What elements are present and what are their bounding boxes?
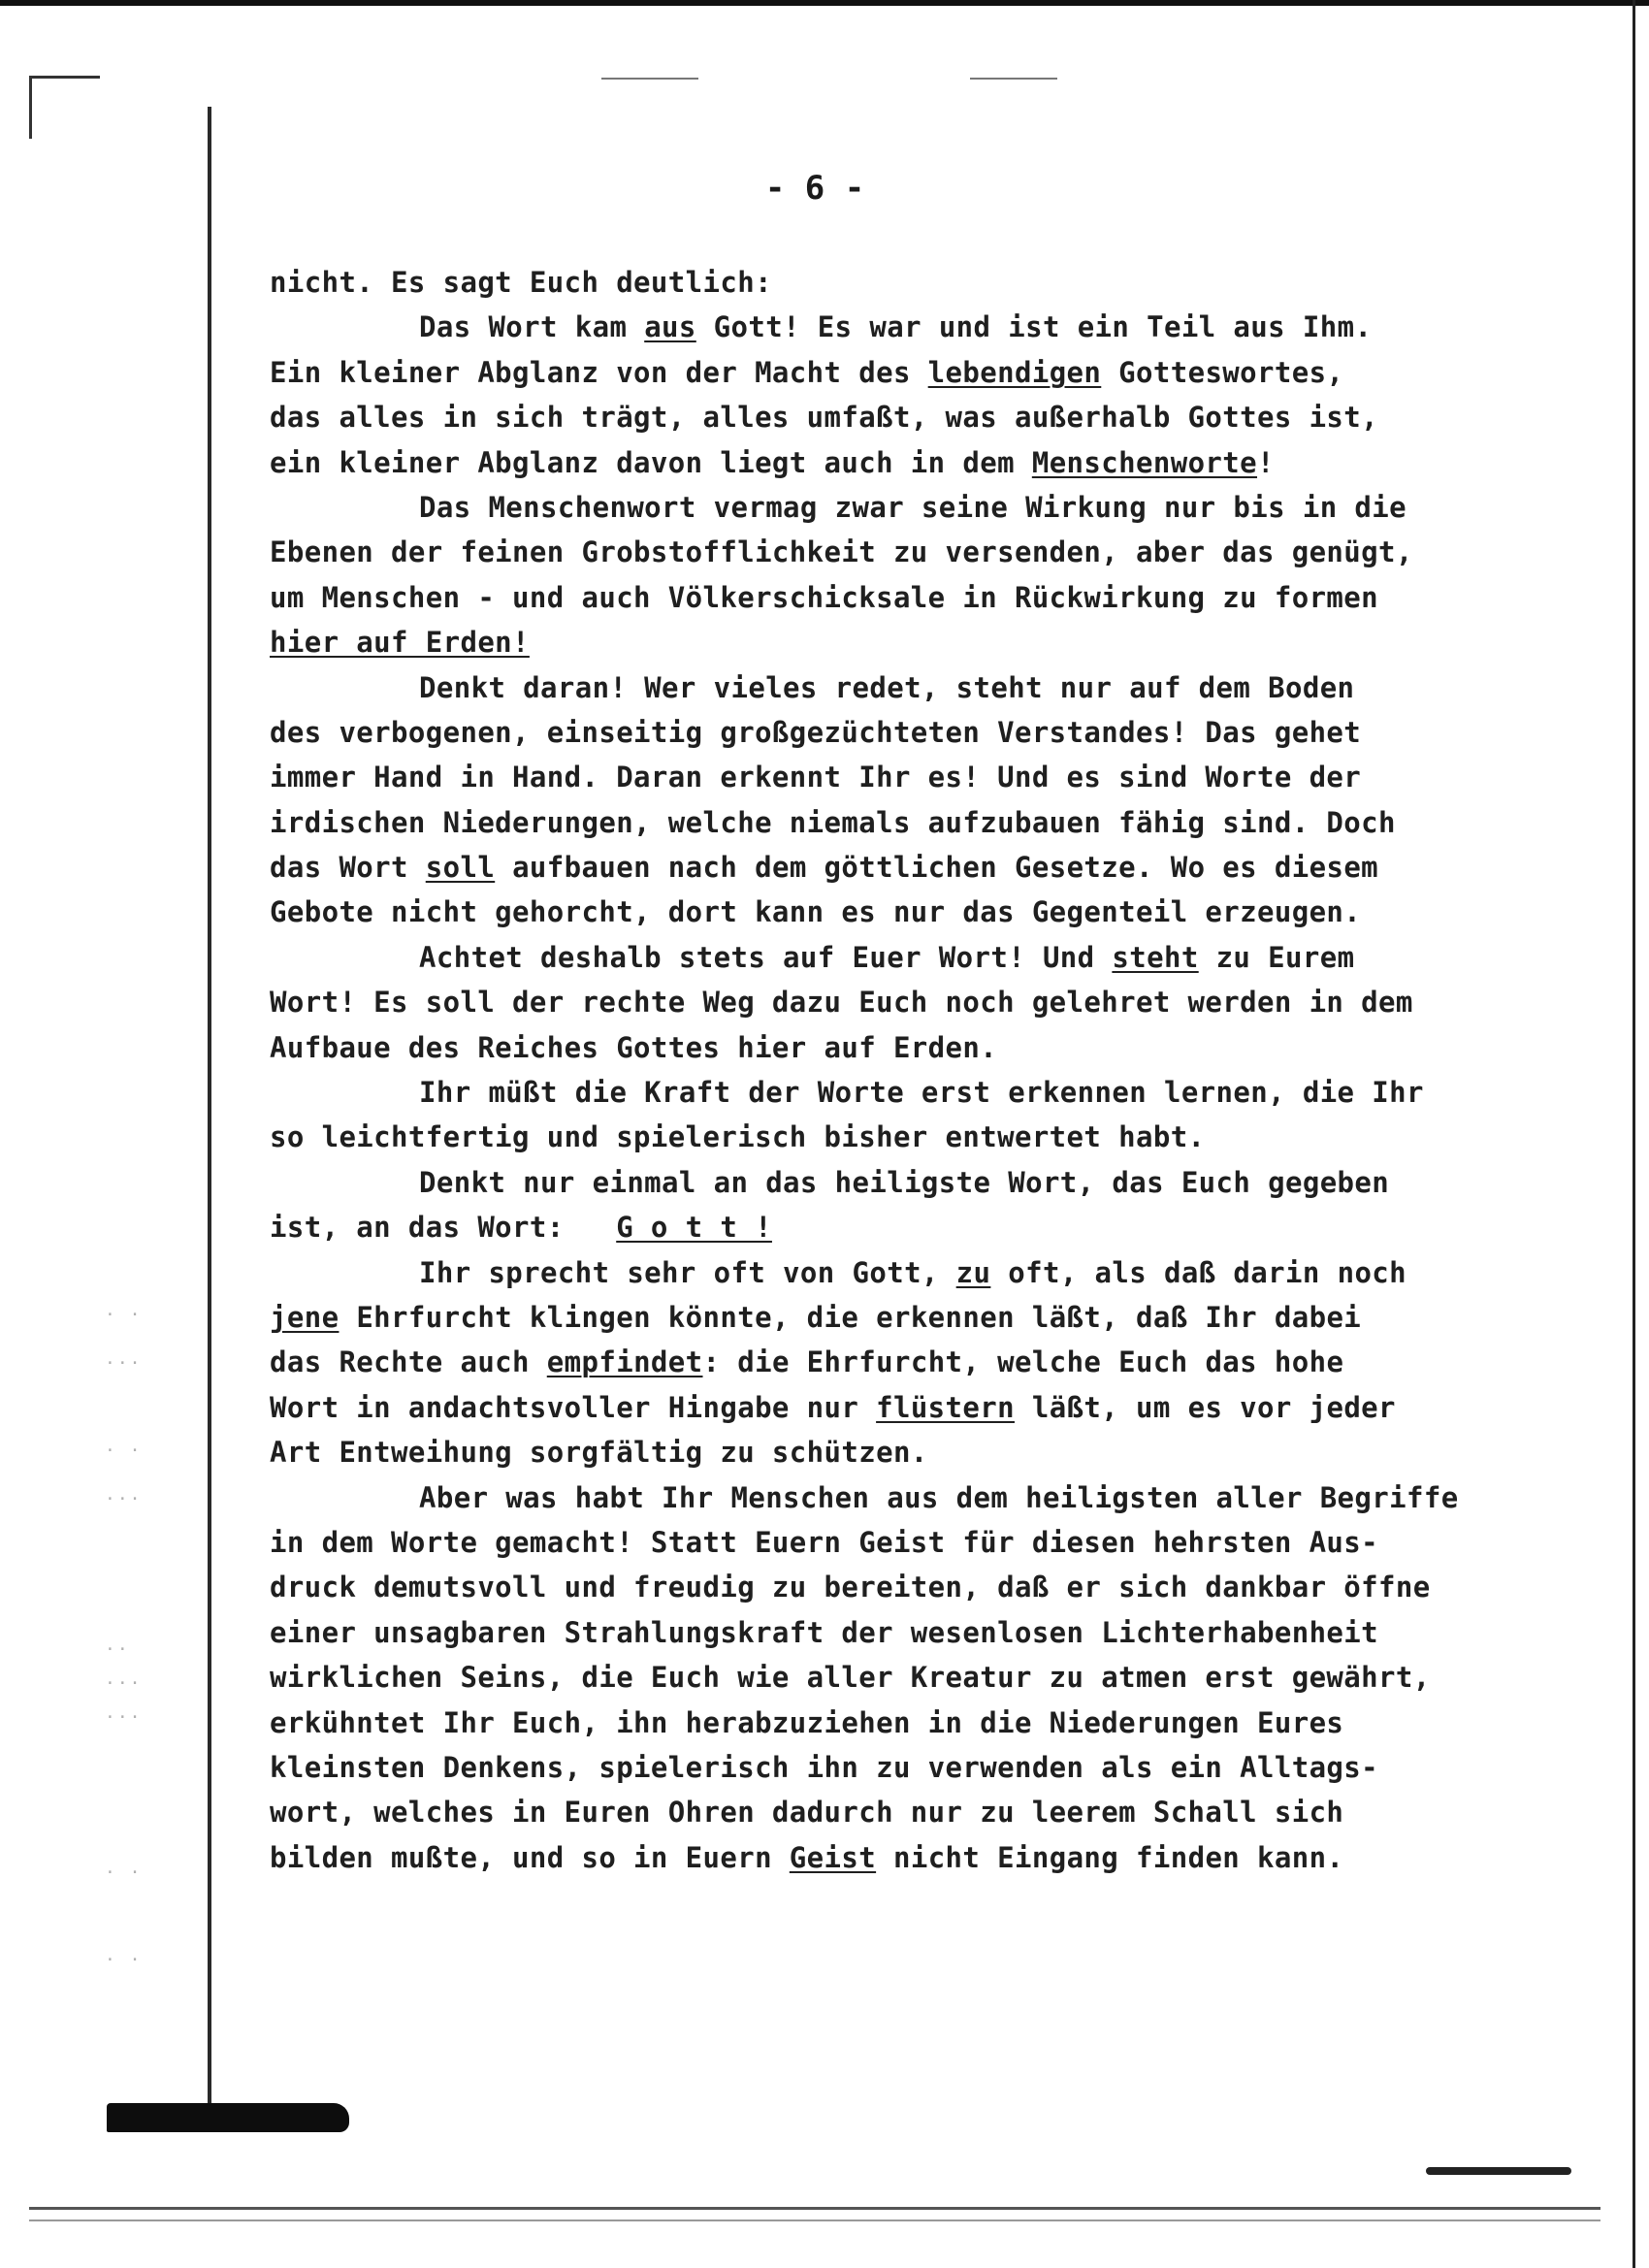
line-text: Gebote nicht gehorcht, dort kann es nur das Gegenteil erzeugen. xyxy=(270,895,1362,929)
text-line xyxy=(270,1430,1550,1474)
line-text: in dem Worte gemacht! Statt Euern Geist für diesen hehrsten Aus- xyxy=(270,1525,1379,1559)
line-text: um Menschen - und auch Völkerschicksale in Rückwirkung zu formen xyxy=(270,580,1379,614)
underlined-text: zu xyxy=(955,1255,991,1289)
line-text: Denkt daran! Wer vieles redet, steht nur auf dem Boden xyxy=(419,670,1355,704)
text-line xyxy=(270,755,1550,799)
text-line xyxy=(270,1475,1550,1520)
line-text: Ihr müßt die Kraft der Worte erst erkennen lernen, die Ihr xyxy=(419,1076,1424,1110)
binding-foot xyxy=(107,2103,349,2132)
line-text: des verbogenen, einseitig großgezüchteten Verstandes! Das gehet xyxy=(270,715,1362,749)
line-text: Gott! Es war und ist ein Teil aus Ihm. xyxy=(695,310,1373,344)
corner-mark xyxy=(29,76,100,139)
line-text: das Rechte auch xyxy=(270,1345,547,1379)
text-line xyxy=(270,620,1550,664)
line-text: immer Hand in Hand. Daran erkennt Ihr es! Und es sind Worte der xyxy=(270,761,1362,794)
top-dash xyxy=(970,78,1057,80)
line-text: Achtet deshalb stets auf Euer Wort! Und xyxy=(419,940,1113,974)
underlined-text: aus xyxy=(644,310,696,344)
line-text: Ehrfurcht klingen könnte, die erkennen läßt, daß Ihr dabei xyxy=(339,1300,1362,1334)
line-text: druck demutsvoll und freudig zu bereiten, daß er sich dankbar öffne xyxy=(270,1571,1431,1604)
underlined-text: G o t t ! xyxy=(616,1211,772,1245)
line-text: Ein kleiner Abglanz von der Macht des xyxy=(270,355,928,389)
line-text: Art Entweihung sorgfältig zu schützen. xyxy=(270,1436,928,1470)
text-line xyxy=(270,1520,1550,1565)
page-body xyxy=(270,260,1550,1880)
scan-edge-right xyxy=(1633,0,1635,2268)
text-line xyxy=(270,1790,1550,1834)
underlined-text: Geist xyxy=(789,1840,877,1874)
text-line xyxy=(270,1340,1550,1384)
text-line xyxy=(270,710,1550,755)
line-text: ! xyxy=(1257,445,1275,479)
text-line xyxy=(270,350,1550,395)
line-text: Aufbaue des Reiches Gottes hier auf Erden. xyxy=(270,1030,998,1064)
text-line xyxy=(270,440,1550,485)
underlined-text: flüstern xyxy=(876,1390,1015,1424)
underlined-text: hier auf Erden! xyxy=(270,626,530,660)
underlined-text: soll xyxy=(425,851,496,885)
text-line xyxy=(270,1701,1550,1745)
line-text: Aber was habt Ihr Menschen aus dem heiligsten aller Begriffe xyxy=(419,1480,1459,1514)
line-text: ist, an das Wort: xyxy=(270,1211,617,1245)
binding-line xyxy=(208,107,211,2105)
line-text: das alles in sich trägt, alles umfaßt, was außerhalb Gottes ist, xyxy=(270,401,1379,435)
text-line xyxy=(270,1835,1550,1880)
line-text: Wort! Es soll der rechte Weg dazu Euch noch gelehret werden in dem xyxy=(270,986,1413,1020)
margin-smudge: · · xyxy=(105,1441,143,1461)
line-text: läßt, um es vor jeder xyxy=(1014,1390,1396,1424)
text-line xyxy=(270,575,1550,620)
margin-smudge: · · xyxy=(105,1950,143,1970)
line-text: aufbauen nach dem göttlichen Gesetze. Wo es diesem xyxy=(495,851,1379,885)
text-line xyxy=(270,1115,1550,1159)
text-line xyxy=(270,1025,1550,1070)
margin-smudge: ··· xyxy=(105,1707,143,1728)
margin-smudge: · · xyxy=(105,1305,143,1325)
text-line xyxy=(270,845,1550,890)
line-text: Denkt nur einmal an das heiligste Wort, das Euch gegeben xyxy=(419,1165,1390,1199)
line-text: das Wort xyxy=(270,851,426,885)
bottom-rule xyxy=(29,2207,1600,2210)
margin-smudge: · · xyxy=(105,1863,143,1883)
line-text: erkühntet Ihr Euch, ihn herabzuziehen in die Niederungen Eures xyxy=(270,1705,1344,1739)
text-line xyxy=(270,1565,1550,1609)
text-line xyxy=(270,1745,1550,1790)
underlined-text: jene xyxy=(270,1300,340,1334)
line-text: Ebenen der feinen Grobstofflichkeit zu versenden, aber das genügt, xyxy=(270,535,1413,569)
underlined-text: Menschenworte xyxy=(1031,445,1258,479)
line-text: kleinsten Denkens, spielerisch ihn zu verwenden als ein Alltags- xyxy=(270,1750,1379,1784)
margin-smudge: ··· xyxy=(105,1489,143,1509)
top-dash xyxy=(601,78,698,80)
text-line xyxy=(270,1610,1550,1655)
text-line xyxy=(270,485,1550,530)
line-text: wirklichen Seins, die Euch wie aller Kreatur zu atmen erst gewährt, xyxy=(270,1661,1431,1695)
right-foot-mark xyxy=(1426,2167,1571,2175)
margin-smudge: ··· xyxy=(105,1673,143,1694)
text-line xyxy=(270,1205,1550,1249)
line-text: Das Wort kam xyxy=(419,310,645,344)
line-text: ein kleiner Abglanz davon liegt auch in dem xyxy=(270,445,1032,479)
underlined-text: empfindet xyxy=(546,1345,703,1379)
line-text: nicht Eingang finden kann. xyxy=(876,1840,1344,1874)
line-text: oft, als daß darin noch xyxy=(990,1255,1407,1289)
text-line xyxy=(270,935,1550,980)
text-line xyxy=(270,980,1550,1024)
line-text: irdischen Niederungen, welche niemals aufzubauen fähig sind. Doch xyxy=(270,805,1396,839)
line-text: so leichtfertig und spielerisch bisher entwertet habt. xyxy=(270,1120,1206,1154)
line-text: : die Ehrfurcht, welche Euch das hohe xyxy=(702,1345,1344,1379)
margin-smudge: ·· xyxy=(105,1639,130,1660)
text-line xyxy=(270,800,1550,845)
bottom-rule-secondary xyxy=(29,2219,1600,2221)
text-line xyxy=(270,305,1550,349)
line-text: Gotteswortes, xyxy=(1101,355,1344,389)
line-text: einer unsagbaren Strahlungskraft der wesenlosen Lichterhabenheit xyxy=(270,1615,1379,1649)
line-text: zu Eurem xyxy=(1198,940,1355,974)
text-line xyxy=(270,530,1550,574)
text-line xyxy=(270,260,1550,305)
text-line xyxy=(270,1250,1550,1295)
line-text: Ihr sprecht sehr oft von Gott, xyxy=(419,1255,956,1289)
line-text: Wort in andachtsvoller Hingabe nur xyxy=(270,1390,877,1424)
text-line xyxy=(270,1160,1550,1205)
underlined-text: lebendigen xyxy=(927,355,1102,389)
line-text: wort, welches in Euren Ohren dadurch nur zu leerem Schall sich xyxy=(270,1796,1344,1830)
text-line xyxy=(270,1295,1550,1340)
text-line xyxy=(270,1385,1550,1430)
underlined-text: steht xyxy=(1112,940,1199,974)
text-line xyxy=(270,665,1550,710)
line-text: bilden mußte, und so in Euern xyxy=(270,1840,790,1874)
text-line xyxy=(270,890,1550,934)
line-text: nicht. Es sagt Euch deutlich: xyxy=(270,266,772,299)
line-text: Das Menschenwort vermag zwar seine Wirkung nur bis in die xyxy=(419,490,1406,524)
text-line xyxy=(270,1070,1550,1115)
scan-edge-top xyxy=(0,0,1649,6)
page-number: - 6 - xyxy=(764,169,865,208)
text-line xyxy=(270,395,1550,439)
text-line xyxy=(270,1655,1550,1700)
margin-smudge: ··· xyxy=(105,1353,143,1374)
